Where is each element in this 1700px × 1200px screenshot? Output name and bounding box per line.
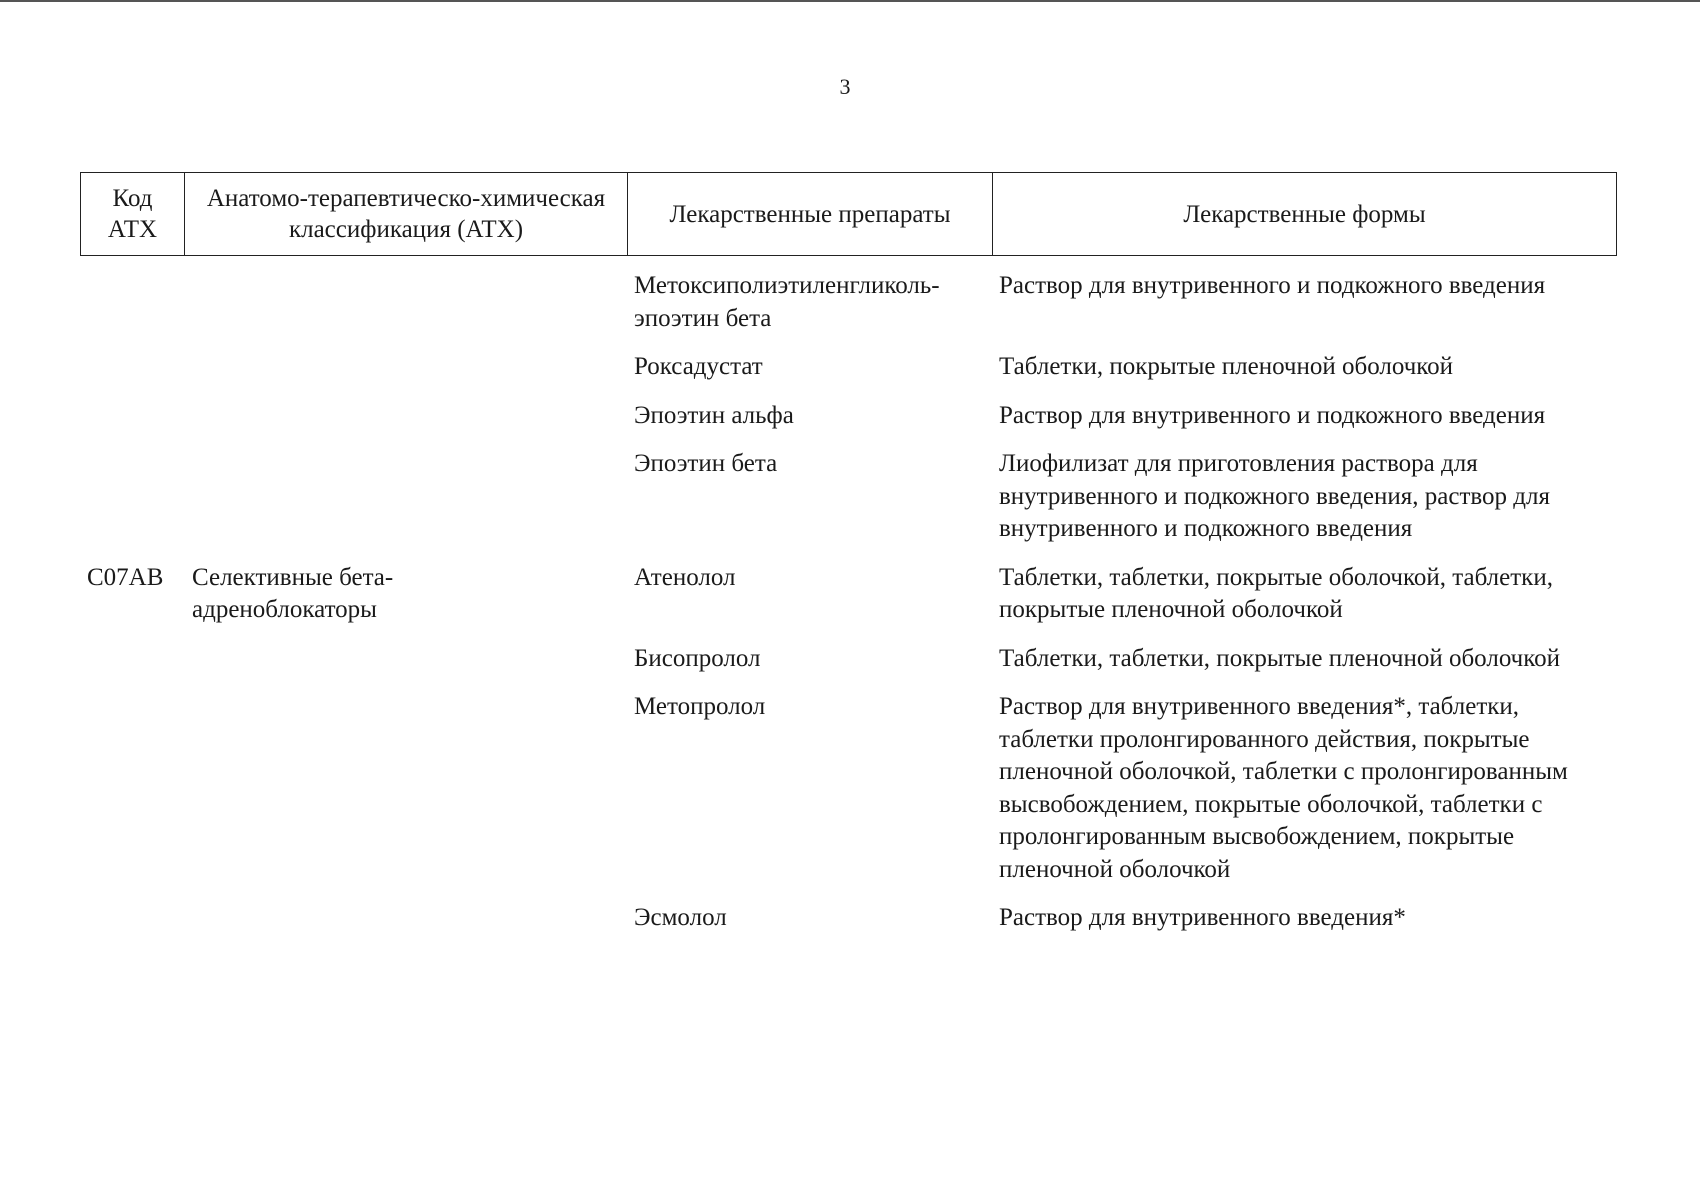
header-drugs-cell [628, 173, 993, 255]
table-row [80, 351, 1617, 384]
dosage-forms: Таблетки, таблетки, покрытые пленочной оболочкой [999, 644, 1561, 672]
atc-classification [184, 400, 627, 433]
dosage-forms: Таблетки, покрытые пленочной оболочкой [999, 353, 1454, 380]
table-row [80, 562, 1617, 627]
drug-name: Бисопролол [634, 644, 761, 672]
atc-classification [184, 448, 627, 546]
drug-name: Роксадустат [634, 353, 763, 380]
drug-name: Эпоэтин бета [634, 450, 778, 477]
dosage-forms: Раствор для внутривенного и подкожного введения [999, 272, 1546, 299]
drug-name: Атенолол [634, 563, 736, 591]
table-row [80, 400, 1617, 433]
table-row [80, 902, 1617, 935]
dosage-forms: Раствор для внутривенного введения* [999, 904, 1406, 931]
header-forms-cell [993, 173, 1616, 255]
atc-code [80, 448, 184, 546]
atc-code: C07AB [87, 563, 164, 591]
dosage-forms: Раствор для внутривенного введения*, таблетки, таблетки пролонгированного действия, покрытые пленочной оболочкой, таблетки с пролонгированным высвобождением, покрытые оболочкой, таблетки с пролонгированным высвобождением, покрытые пленочной оболочкой [999, 693, 1568, 883]
table-body [80, 270, 1617, 951]
table-row [80, 448, 1617, 546]
dosage-forms: Раствор для внутривенного и подкожного введения [999, 401, 1546, 429]
scan-top-edge [0, 0, 1700, 2]
atc-code [80, 351, 184, 384]
atc-code [80, 902, 184, 935]
drug-name: Метоксиполиэтиленгликоль-эпоэтин бета [634, 272, 940, 332]
drug-name: Метопролол [634, 693, 766, 720]
header-classification-cell [185, 173, 628, 255]
atc-classification [184, 902, 627, 935]
header-forms-label: Лекарственные формы [1183, 200, 1426, 228]
table-row [80, 643, 1617, 676]
dosage-forms: Таблетки, таблетки, покрытые оболочкой, таблетки, покрытые пленочной оболочкой [999, 563, 1553, 623]
atc-classification: Селективные бета-адреноблокаторы [192, 563, 394, 623]
header-drugs-label: Лекарственные препараты [669, 200, 951, 228]
dosage-forms: Лиофилизат для приготовления раствора для внутривенного и подкожного введения, раствор для внутривенного и подкожного введения [999, 450, 1550, 542]
atc-code [80, 270, 184, 335]
header-classification-label: Анатомо-терапевтическо-химическая классификация (АТХ) [206, 185, 606, 243]
atc-code [80, 643, 184, 676]
table-header [80, 172, 1617, 256]
table-row [80, 270, 1617, 335]
atc-code [80, 400, 184, 433]
atc-code [80, 691, 184, 886]
atc-classification [184, 351, 627, 384]
atc-classification [184, 270, 627, 335]
table-row [80, 691, 1617, 886]
page-number: 3 [839, 74, 851, 99]
atc-classification [184, 643, 627, 676]
header-code-cell [81, 173, 185, 255]
header-code-label: Код АТХ [107, 185, 158, 243]
atc-classification [184, 691, 627, 886]
drug-name: Эпоэтин альфа [634, 401, 794, 429]
drug-name: Эсмолол [634, 904, 727, 931]
